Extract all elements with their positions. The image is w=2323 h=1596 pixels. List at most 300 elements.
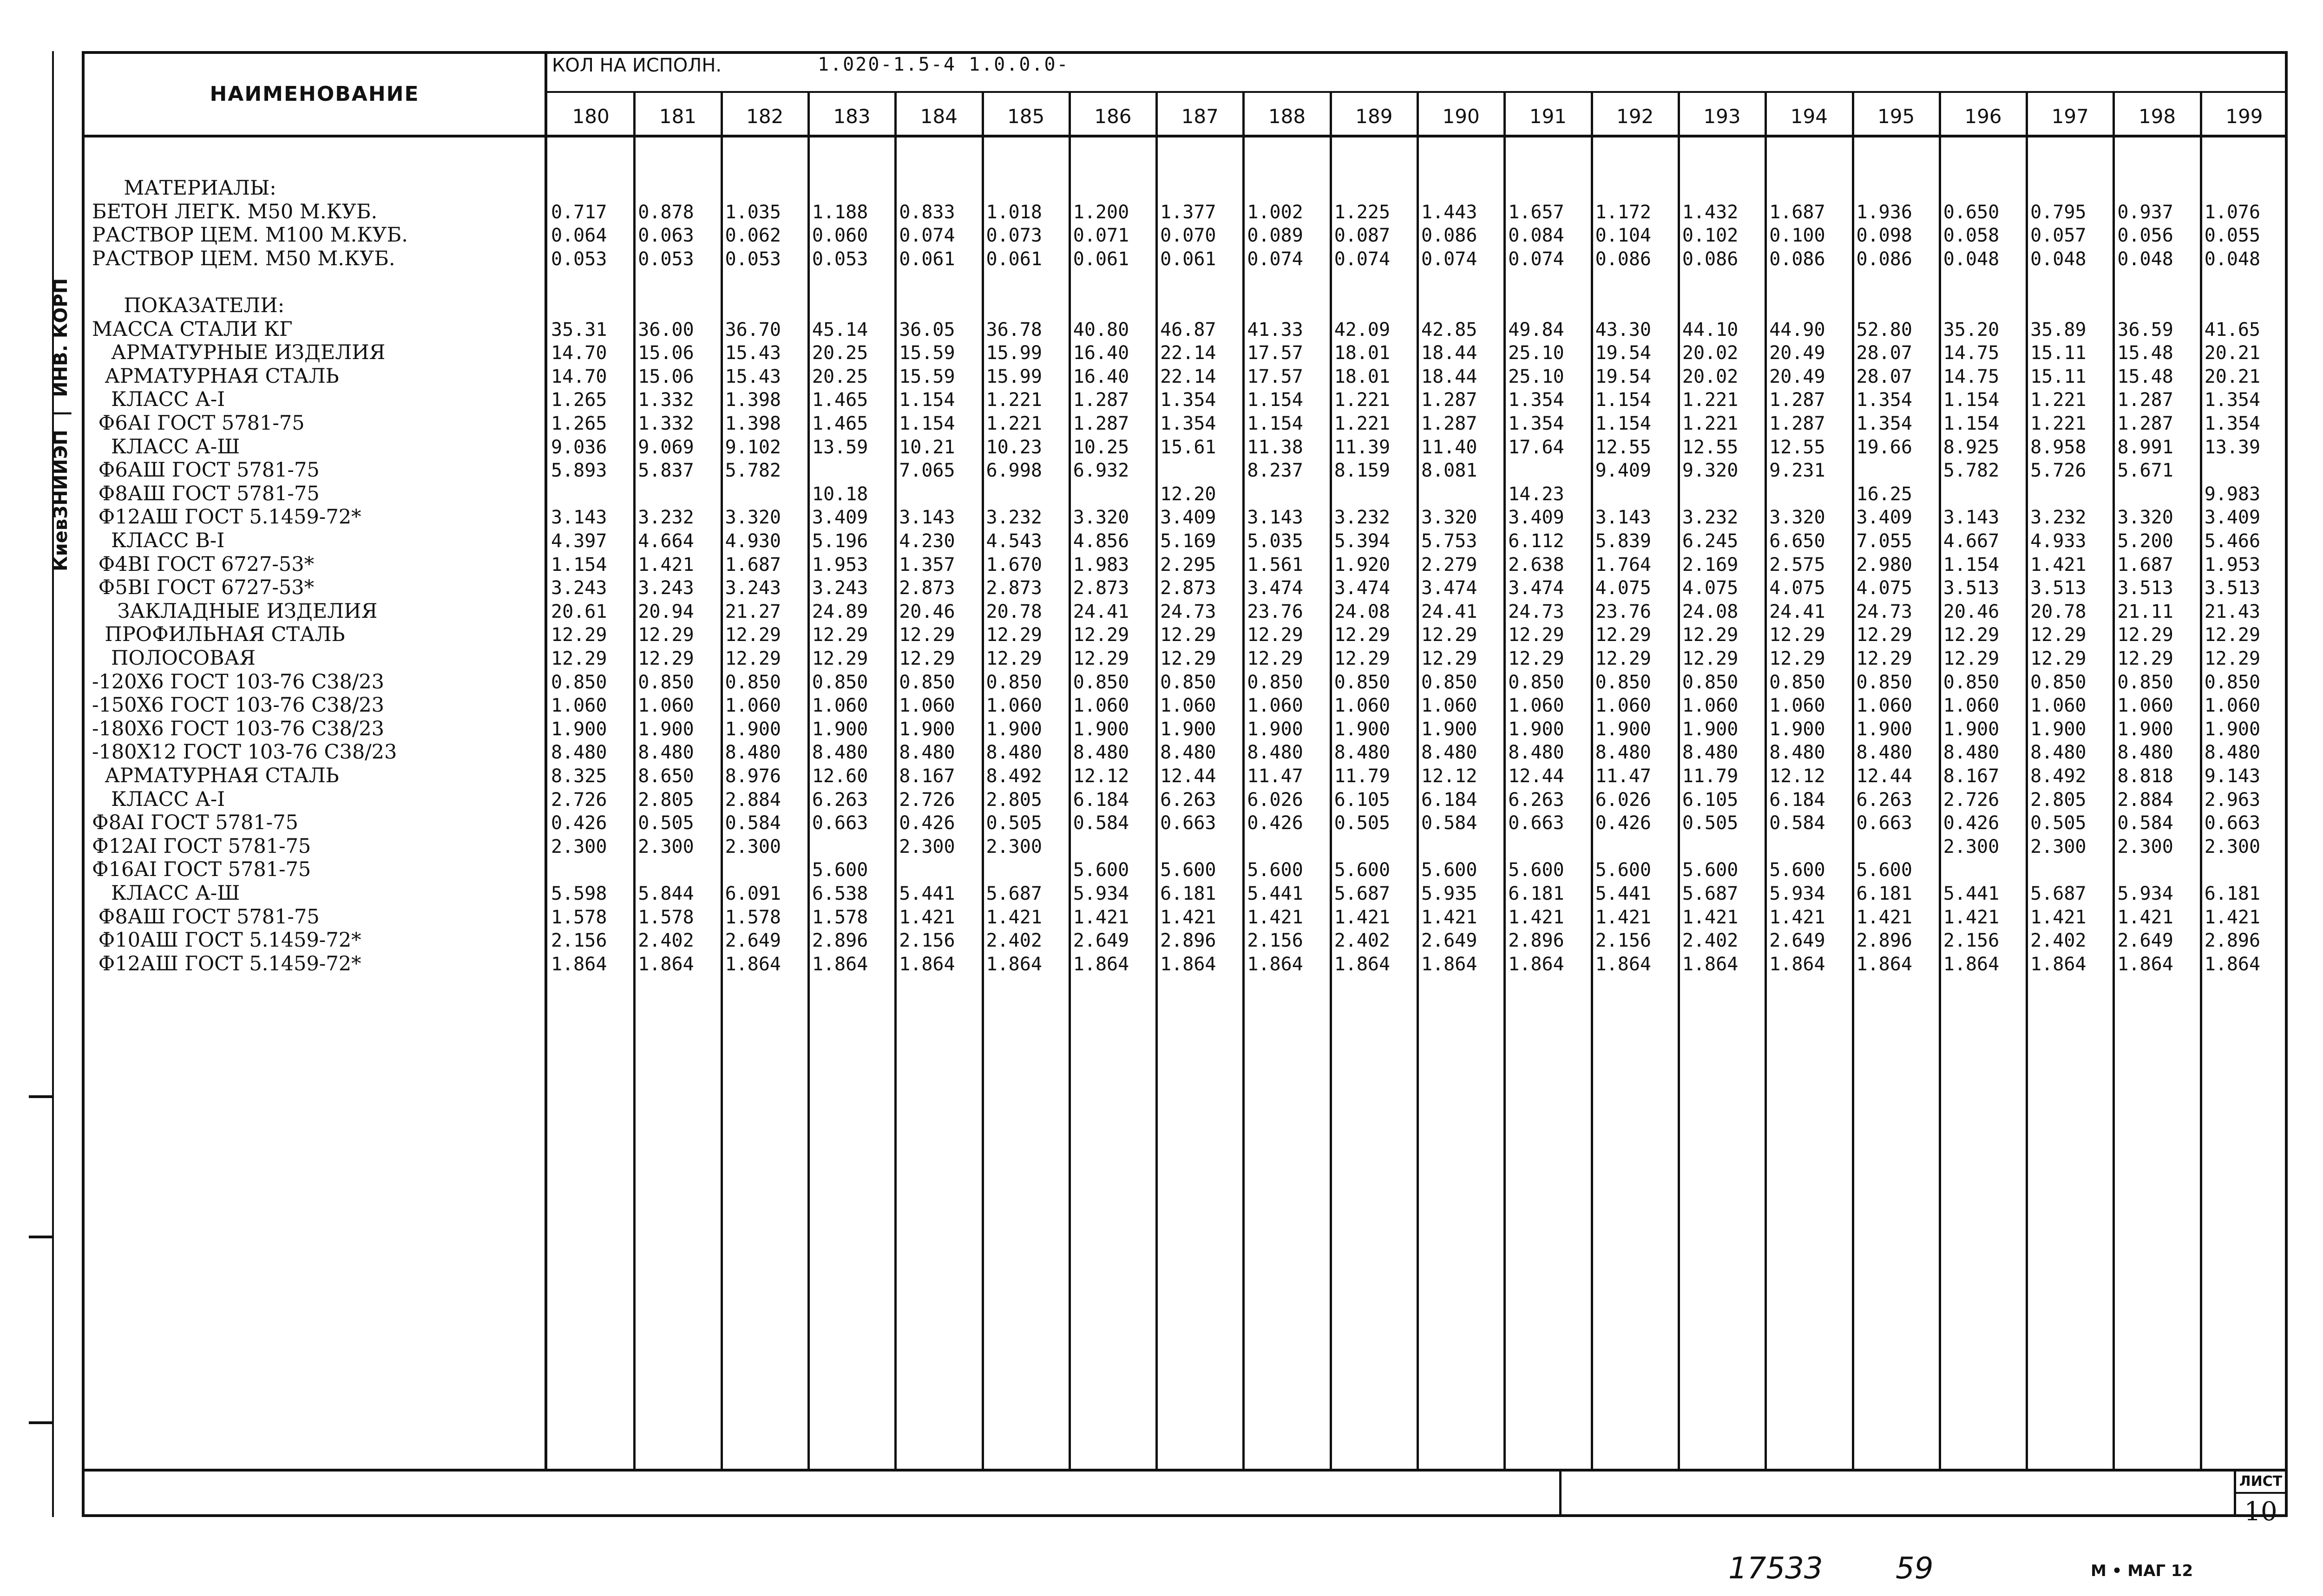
table-cell: 5.196 bbox=[812, 530, 868, 552]
table-cell: 0.426 bbox=[1943, 812, 2000, 834]
row-label: МАССА СТАЛИ КГ bbox=[92, 317, 293, 341]
table-cell: 8.480 bbox=[2117, 742, 2173, 764]
table-cell: 1.060 bbox=[2030, 695, 2087, 717]
table-cell: 3.474 bbox=[1421, 577, 1477, 599]
table-cell: 8.958 bbox=[2030, 436, 2087, 458]
table-cell: 1.578 bbox=[812, 906, 868, 928]
table-cell: 6.184 bbox=[1769, 789, 1825, 811]
row-label: ЗАКЛАДНЫЕ ИЗДЕЛИЯ bbox=[92, 599, 378, 623]
row-label: Ф12АШ ГОСТ 5.1459-72* bbox=[92, 505, 361, 529]
table-cell: 1.287 bbox=[2117, 413, 2173, 434]
table-cell: 5.934 bbox=[2117, 883, 2173, 904]
table-cell: 12.29 bbox=[1247, 624, 1303, 646]
table-cell: 1.060 bbox=[551, 695, 607, 717]
table-cell: 1.221 bbox=[986, 413, 1042, 434]
name-column-header: НАИМЕНОВАНИЕ bbox=[210, 82, 420, 106]
table-cell: 0.060 bbox=[812, 225, 868, 247]
column-rule bbox=[1852, 92, 1854, 1469]
table-cell: 1.900 bbox=[1073, 718, 1129, 740]
stamp-top-rule bbox=[82, 1469, 2288, 1472]
table-cell: 5.600 bbox=[1160, 859, 1216, 881]
table-cell: 4.543 bbox=[986, 530, 1042, 552]
table-cell: 36.05 bbox=[899, 319, 955, 340]
table-cell: 14.75 bbox=[1943, 366, 2000, 387]
row-label: Ф16АI ГОСТ 5781-75 bbox=[92, 858, 311, 882]
table-cell: 2.649 bbox=[2117, 930, 2173, 952]
table-cell: 5.394 bbox=[1334, 530, 1391, 552]
table-cell: 1.864 bbox=[1508, 953, 1564, 975]
table-cell: 12.29 bbox=[1769, 624, 1825, 646]
table-cell: 12.29 bbox=[1682, 624, 1739, 646]
table-cell: 9.069 bbox=[638, 436, 694, 458]
table-cell: 0.053 bbox=[725, 248, 781, 270]
table-cell: 12.29 bbox=[1508, 624, 1564, 646]
table-cell: 42.09 bbox=[1334, 319, 1391, 340]
table-cell: 5.687 bbox=[1682, 883, 1739, 904]
table-cell: 35.89 bbox=[2030, 319, 2087, 340]
table-cell: 8.480 bbox=[1856, 742, 1912, 764]
table-cell: 0.505 bbox=[2030, 812, 2087, 834]
table-cell: 19.54 bbox=[1595, 342, 1652, 364]
table-cell: 0.850 bbox=[986, 671, 1042, 693]
table-cell: 4.075 bbox=[1682, 577, 1739, 599]
table-cell: 1.060 bbox=[725, 695, 781, 717]
table-cell: 5.600 bbox=[1595, 859, 1652, 881]
table-cell: 7.065 bbox=[899, 460, 955, 482]
table-cell: 1.354 bbox=[2204, 413, 2261, 434]
designation-code: 1.020-1.5-4 1.0.0.0- bbox=[818, 54, 1070, 75]
table-cell: 44.90 bbox=[1769, 319, 1825, 340]
table-cell: 6.181 bbox=[1856, 883, 1912, 904]
table-cell: 0.053 bbox=[812, 248, 868, 270]
table-cell: 0.098 bbox=[1856, 225, 1912, 247]
table-cell: 5.844 bbox=[638, 883, 694, 904]
table-cell: 3.409 bbox=[1160, 507, 1216, 529]
table-cell: 17.57 bbox=[1247, 342, 1303, 364]
table-cell: 12.29 bbox=[899, 624, 955, 646]
table-cell: 14.70 bbox=[551, 342, 607, 364]
table-cell: 12.20 bbox=[1160, 483, 1216, 505]
table-cell: 20.46 bbox=[899, 601, 955, 622]
table-cell: 16.40 bbox=[1073, 342, 1129, 364]
table-cell: 1.060 bbox=[638, 695, 694, 717]
table-cell: 2.980 bbox=[1856, 554, 1912, 576]
table-cell: 1.900 bbox=[1508, 718, 1564, 740]
table-cell: 3.513 bbox=[2204, 577, 2261, 599]
table-cell: 5.441 bbox=[1595, 883, 1652, 904]
table-cell: 5.687 bbox=[2030, 883, 2087, 904]
margin-line bbox=[52, 51, 54, 1517]
binding-margin bbox=[52, 51, 82, 1517]
table-cell: 0.048 bbox=[1943, 248, 2000, 270]
table-cell: 21.11 bbox=[2117, 601, 2173, 622]
table-cell: 2.649 bbox=[1769, 930, 1825, 952]
table-cell: 2.963 bbox=[2204, 789, 2261, 811]
table-cell: 5.200 bbox=[2117, 530, 2173, 552]
table-cell: 2.649 bbox=[1073, 930, 1129, 952]
table-cell: 1.864 bbox=[1160, 953, 1216, 975]
table-cell: 1.421 bbox=[1595, 906, 1652, 928]
table-cell: 22.14 bbox=[1160, 366, 1216, 387]
table-cell: 1.465 bbox=[812, 413, 868, 434]
table-cell: 0.850 bbox=[1160, 671, 1216, 693]
column-rule bbox=[1939, 92, 1941, 1469]
table-cell: 12.29 bbox=[638, 648, 694, 669]
table-cell: 0.057 bbox=[2030, 225, 2087, 247]
table-cell: 8.480 bbox=[1334, 742, 1391, 764]
table-cell: 12.29 bbox=[1682, 648, 1739, 669]
table-cell: 35.20 bbox=[1943, 319, 2000, 340]
table-cell: 1.900 bbox=[1334, 718, 1391, 740]
table-cell: 0.056 bbox=[2117, 225, 2173, 247]
row-label: Ф8АШ ГОСТ 5781-75 bbox=[92, 482, 320, 505]
table-cell: 0.850 bbox=[1247, 671, 1303, 693]
table-cell: 1.060 bbox=[986, 695, 1042, 717]
table-cell: 8.480 bbox=[812, 742, 868, 764]
table-cell: 8.325 bbox=[551, 765, 607, 787]
table-cell: 16.25 bbox=[1856, 483, 1912, 505]
table-cell: 15.59 bbox=[899, 342, 955, 364]
table-cell: 1.864 bbox=[1682, 953, 1739, 975]
table-cell: 22.14 bbox=[1160, 342, 1216, 364]
table-cell: 2.402 bbox=[638, 930, 694, 952]
table-cell: 1.443 bbox=[1421, 201, 1477, 223]
table-cell: 18.44 bbox=[1421, 366, 1477, 387]
row-label: БЕТОН ЛЕГК. М50 М.КУБ. bbox=[92, 200, 378, 223]
table-cell: 41.33 bbox=[1247, 319, 1303, 340]
table-cell: 12.29 bbox=[1421, 624, 1477, 646]
table-cell: 1.287 bbox=[1769, 413, 1825, 434]
table-cell: 8.492 bbox=[986, 765, 1042, 787]
table-cell: 11.47 bbox=[1247, 765, 1303, 787]
table-cell: 1.421 bbox=[1421, 906, 1477, 928]
table-cell: 1.060 bbox=[812, 695, 868, 717]
table-cell: 12.29 bbox=[986, 648, 1042, 669]
table-cell: 5.753 bbox=[1421, 530, 1477, 552]
table-cell: 1.287 bbox=[1421, 389, 1477, 411]
row-label: -150Х6 ГОСТ 103-76 С38/23 bbox=[92, 693, 385, 717]
table-cell: 2.884 bbox=[725, 789, 781, 811]
name-column-rule bbox=[545, 51, 547, 1471]
table-cell: 0.850 bbox=[899, 671, 955, 693]
table-cell: 0.071 bbox=[1073, 225, 1129, 247]
table-cell: 1.060 bbox=[1421, 695, 1477, 717]
column-rule bbox=[721, 92, 723, 1469]
table-cell: 1.864 bbox=[2117, 953, 2173, 975]
table-cell: 11.79 bbox=[1334, 765, 1391, 787]
table-cell: 6.105 bbox=[1682, 789, 1739, 811]
table-cell: 1.900 bbox=[2030, 718, 2087, 740]
table-cell: 0.795 bbox=[2030, 201, 2087, 223]
table-cell: 10.18 bbox=[812, 483, 868, 505]
table-cell: 2.300 bbox=[551, 836, 607, 857]
table-cell: 1.154 bbox=[1595, 389, 1652, 411]
table-cell: 0.074 bbox=[1421, 248, 1477, 270]
table-cell: 0.084 bbox=[1508, 225, 1564, 247]
column-number: 189 bbox=[1355, 105, 1393, 128]
table-cell: 8.159 bbox=[1334, 460, 1391, 482]
table-cell: 1.398 bbox=[725, 389, 781, 411]
table-cell: 11.79 bbox=[1682, 765, 1739, 787]
table-cell: 0.850 bbox=[812, 671, 868, 693]
table-cell: 3.232 bbox=[1334, 507, 1391, 529]
table-cell: 1.900 bbox=[2117, 718, 2173, 740]
table-cell: 3.243 bbox=[551, 577, 607, 599]
table-cell: 0.426 bbox=[899, 812, 955, 834]
table-cell: 0.102 bbox=[1682, 225, 1739, 247]
table-cell: 0.100 bbox=[1769, 225, 1825, 247]
table-cell: 1.154 bbox=[1943, 413, 2000, 434]
table-cell: 5.600 bbox=[1508, 859, 1564, 881]
table-cell: 1.154 bbox=[1943, 389, 2000, 411]
table-cell: 1.354 bbox=[1160, 413, 1216, 434]
table-cell: 3.232 bbox=[1682, 507, 1739, 529]
table-cell: 13.59 bbox=[812, 436, 868, 458]
table-cell: 6.263 bbox=[1160, 789, 1216, 811]
table-cell: 5.837 bbox=[638, 460, 694, 482]
table-cell: 1.002 bbox=[1247, 201, 1303, 223]
table-cell: 3.320 bbox=[1769, 507, 1825, 529]
table-cell: 1.657 bbox=[1508, 201, 1564, 223]
table-cell: 8.480 bbox=[2204, 742, 2261, 764]
table-cell: 15.06 bbox=[638, 366, 694, 387]
column-number: 191 bbox=[1529, 105, 1567, 128]
table-cell: 8.818 bbox=[2117, 765, 2173, 787]
table-cell: 3.409 bbox=[2204, 507, 2261, 529]
table-cell: 0.062 bbox=[725, 225, 781, 247]
stamp-divider bbox=[1559, 1469, 1562, 1517]
table-cell: 0.426 bbox=[1595, 812, 1652, 834]
table-cell: 1.354 bbox=[1160, 389, 1216, 411]
table-cell: 6.245 bbox=[1682, 530, 1739, 552]
table-cell: 3.474 bbox=[1508, 577, 1564, 599]
table-cell: 0.086 bbox=[1595, 248, 1652, 270]
table-cell: 1.900 bbox=[551, 718, 607, 740]
table-cell: 3.513 bbox=[1943, 577, 2000, 599]
table-cell: 1.172 bbox=[1595, 201, 1652, 223]
sheet-format: М • МАГ 12 bbox=[2091, 1562, 2193, 1580]
table-cell: 3.143 bbox=[899, 507, 955, 529]
table-cell: 2.402 bbox=[2030, 930, 2087, 952]
table-cell: 2.300 bbox=[986, 836, 1042, 857]
table-cell: 0.850 bbox=[1769, 671, 1825, 693]
column-number: 182 bbox=[746, 105, 784, 128]
table-cell: 1.354 bbox=[1508, 413, 1564, 434]
table-cell: 5.441 bbox=[1247, 883, 1303, 904]
table-cell: 20.94 bbox=[638, 601, 694, 622]
table-cell: 8.480 bbox=[1247, 742, 1303, 764]
table-cell: 9.983 bbox=[2204, 483, 2261, 505]
table-cell: 5.893 bbox=[551, 460, 607, 482]
table-cell: 12.29 bbox=[1334, 648, 1391, 669]
table-cell: 2.649 bbox=[725, 930, 781, 952]
table-cell: 1.864 bbox=[1073, 953, 1129, 975]
table-cell: 1.421 bbox=[638, 554, 694, 576]
table-cell: 1.432 bbox=[1682, 201, 1739, 223]
table-cell: 0.878 bbox=[638, 201, 694, 223]
table-cell: 2.884 bbox=[2117, 789, 2173, 811]
table-cell: 5.600 bbox=[1682, 859, 1739, 881]
table-cell: 28.07 bbox=[1856, 366, 1912, 387]
table-cell: 1.060 bbox=[1856, 695, 1912, 717]
table-cell: 15.43 bbox=[725, 342, 781, 364]
table-cell: 6.184 bbox=[1073, 789, 1129, 811]
table-cell: 13.39 bbox=[2204, 436, 2261, 458]
row-label: МАТЕРИАЛЫ: bbox=[92, 177, 276, 200]
table-cell: 1.864 bbox=[1421, 953, 1477, 975]
table-cell: 1.060 bbox=[1073, 695, 1129, 717]
table-cell: 12.29 bbox=[725, 648, 781, 669]
table-cell: 1.221 bbox=[1682, 413, 1739, 434]
table-cell: 1.953 bbox=[2204, 554, 2261, 576]
table-cell: 1.377 bbox=[1160, 201, 1216, 223]
table-cell: 12.29 bbox=[1073, 648, 1129, 669]
table-cell: 1.221 bbox=[1682, 389, 1739, 411]
table-cell: 1.354 bbox=[2204, 389, 2261, 411]
table-cell: 0.584 bbox=[725, 812, 781, 834]
table-cell: 0.087 bbox=[1334, 225, 1391, 247]
column-number: 195 bbox=[1877, 105, 1915, 128]
table-cell: 0.074 bbox=[1247, 248, 1303, 270]
column-rule bbox=[1765, 92, 1767, 1469]
table-cell: 1.920 bbox=[1334, 554, 1391, 576]
table-cell: 0.061 bbox=[899, 248, 955, 270]
table-cell: 15.11 bbox=[2030, 366, 2087, 387]
table-cell: 2.169 bbox=[1682, 554, 1739, 576]
table-cell: 0.850 bbox=[1073, 671, 1129, 693]
table-cell: 1.421 bbox=[1682, 906, 1739, 928]
table-cell: 43.30 bbox=[1595, 319, 1652, 340]
table-cell: 8.480 bbox=[1421, 742, 1477, 764]
table-cell: 2.300 bbox=[2204, 836, 2261, 857]
table-cell: 2.575 bbox=[1769, 554, 1825, 576]
table-cell: 0.663 bbox=[2204, 812, 2261, 834]
row-label: Ф12АI ГОСТ 5781-75 bbox=[92, 834, 311, 858]
table-cell: 0.048 bbox=[2204, 248, 2261, 270]
table-cell: 35.31 bbox=[551, 319, 607, 340]
table-cell: 10.21 bbox=[899, 436, 955, 458]
table-cell: 1.421 bbox=[2204, 906, 2261, 928]
table-cell: 12.29 bbox=[1595, 624, 1652, 646]
table-cell: 8.081 bbox=[1421, 460, 1477, 482]
table-cell: 1.421 bbox=[1769, 906, 1825, 928]
sheet-label: ЛИСТ bbox=[2239, 1473, 2283, 1490]
table-cell: 0.584 bbox=[2117, 812, 2173, 834]
row-label: Ф10АШ ГОСТ 5.1459-72* bbox=[92, 929, 361, 952]
table-cell: 0.086 bbox=[1682, 248, 1739, 270]
table-cell: 1.421 bbox=[2030, 906, 2087, 928]
column-rule bbox=[2113, 92, 2115, 1469]
row-label: Ф6АI ГОСТ 5781-75 bbox=[92, 412, 305, 435]
table-cell: 6.263 bbox=[812, 789, 868, 811]
table-cell: 1.287 bbox=[1073, 413, 1129, 434]
table-cell: 2.402 bbox=[1334, 930, 1391, 952]
table-cell: 3.513 bbox=[2117, 577, 2173, 599]
table-cell: 0.063 bbox=[638, 225, 694, 247]
margin-tick bbox=[29, 1421, 52, 1424]
table-cell: 0.086 bbox=[1856, 248, 1912, 270]
row-label: РАСТВОР ЦЕМ. М50 М.КУБ. bbox=[92, 247, 395, 270]
margin-tick bbox=[29, 1095, 52, 1098]
column-rule bbox=[1330, 92, 1332, 1469]
table-cell: 0.058 bbox=[1943, 225, 2000, 247]
table-cell: 12.29 bbox=[638, 624, 694, 646]
table-cell: 2.896 bbox=[2204, 930, 2261, 952]
table-cell: 2.402 bbox=[986, 930, 1042, 952]
table-cell: 1.670 bbox=[986, 554, 1042, 576]
table-cell: 24.89 bbox=[812, 601, 868, 622]
table-cell: 11.40 bbox=[1421, 436, 1477, 458]
row-label: КЛАСС А-Ш bbox=[92, 435, 240, 458]
table-cell: 0.426 bbox=[1247, 812, 1303, 834]
row-label: Ф12АШ ГОСТ 5.1459-72* bbox=[92, 952, 361, 975]
table-cell: 5.600 bbox=[1421, 859, 1477, 881]
row-label: -180Х12 ГОСТ 103-76 С38/23 bbox=[92, 740, 397, 764]
table-cell: 24.41 bbox=[1073, 601, 1129, 622]
table-cell: 3.320 bbox=[2117, 507, 2173, 529]
table-cell: 36.00 bbox=[638, 319, 694, 340]
row-label: -120Х6 ГОСТ 103-76 С38/23 bbox=[92, 670, 385, 693]
table-cell: 5.600 bbox=[1334, 859, 1391, 881]
table-cell: 3.513 bbox=[2030, 577, 2087, 599]
table-cell: 1.332 bbox=[638, 413, 694, 434]
table-cell: 41.65 bbox=[2204, 319, 2261, 340]
table-cell: 1.035 bbox=[725, 201, 781, 223]
table-cell: 3.143 bbox=[551, 507, 607, 529]
table-cell: 1.018 bbox=[986, 201, 1042, 223]
table-cell: 5.600 bbox=[812, 859, 868, 881]
table-cell: 5.782 bbox=[1943, 460, 2000, 482]
table-cell: 8.976 bbox=[725, 765, 781, 787]
table-cell: 15.61 bbox=[1160, 436, 1216, 458]
row-label: КЛАСС В-I bbox=[92, 529, 225, 552]
table-cell: 12.29 bbox=[2117, 624, 2173, 646]
table-cell: 12.55 bbox=[1595, 436, 1652, 458]
table-cell: 1.864 bbox=[551, 953, 607, 975]
table-cell: 1.864 bbox=[899, 953, 955, 975]
table-cell: 19.54 bbox=[1595, 366, 1652, 387]
table-cell: 36.59 bbox=[2117, 319, 2173, 340]
table-cell: 6.263 bbox=[1856, 789, 1912, 811]
column-rule bbox=[1069, 92, 1071, 1469]
table-cell: 17.64 bbox=[1508, 436, 1564, 458]
table-cell: 2.279 bbox=[1421, 554, 1477, 576]
table-cell: 0.086 bbox=[1769, 248, 1825, 270]
table-cell: 2.726 bbox=[899, 789, 955, 811]
table-cell: 12.29 bbox=[899, 648, 955, 669]
table-cell: 1.060 bbox=[1943, 695, 2000, 717]
table-cell: 1.221 bbox=[1334, 413, 1391, 434]
table-cell: 2.300 bbox=[899, 836, 955, 857]
table-cell: 0.505 bbox=[638, 812, 694, 834]
table-cell: 1.188 bbox=[812, 201, 868, 223]
table-cell: 1.900 bbox=[899, 718, 955, 740]
table-cell: 1.687 bbox=[725, 554, 781, 576]
table-cell: 12.12 bbox=[1421, 765, 1477, 787]
table-cell: 6.184 bbox=[1421, 789, 1477, 811]
table-cell: 0.850 bbox=[1595, 671, 1652, 693]
table-cell: 9.036 bbox=[551, 436, 607, 458]
table-cell: 12.12 bbox=[1073, 765, 1129, 787]
table-cell: 0.053 bbox=[551, 248, 607, 270]
table-cell: 2.295 bbox=[1160, 554, 1216, 576]
table-cell: 2.300 bbox=[725, 836, 781, 857]
column-rule bbox=[1591, 92, 1593, 1469]
table-cell: 16.40 bbox=[1073, 366, 1129, 387]
table-cell: 12.29 bbox=[1421, 648, 1477, 669]
table-cell: 1.200 bbox=[1073, 201, 1129, 223]
table-cell: 25.10 bbox=[1508, 342, 1564, 364]
